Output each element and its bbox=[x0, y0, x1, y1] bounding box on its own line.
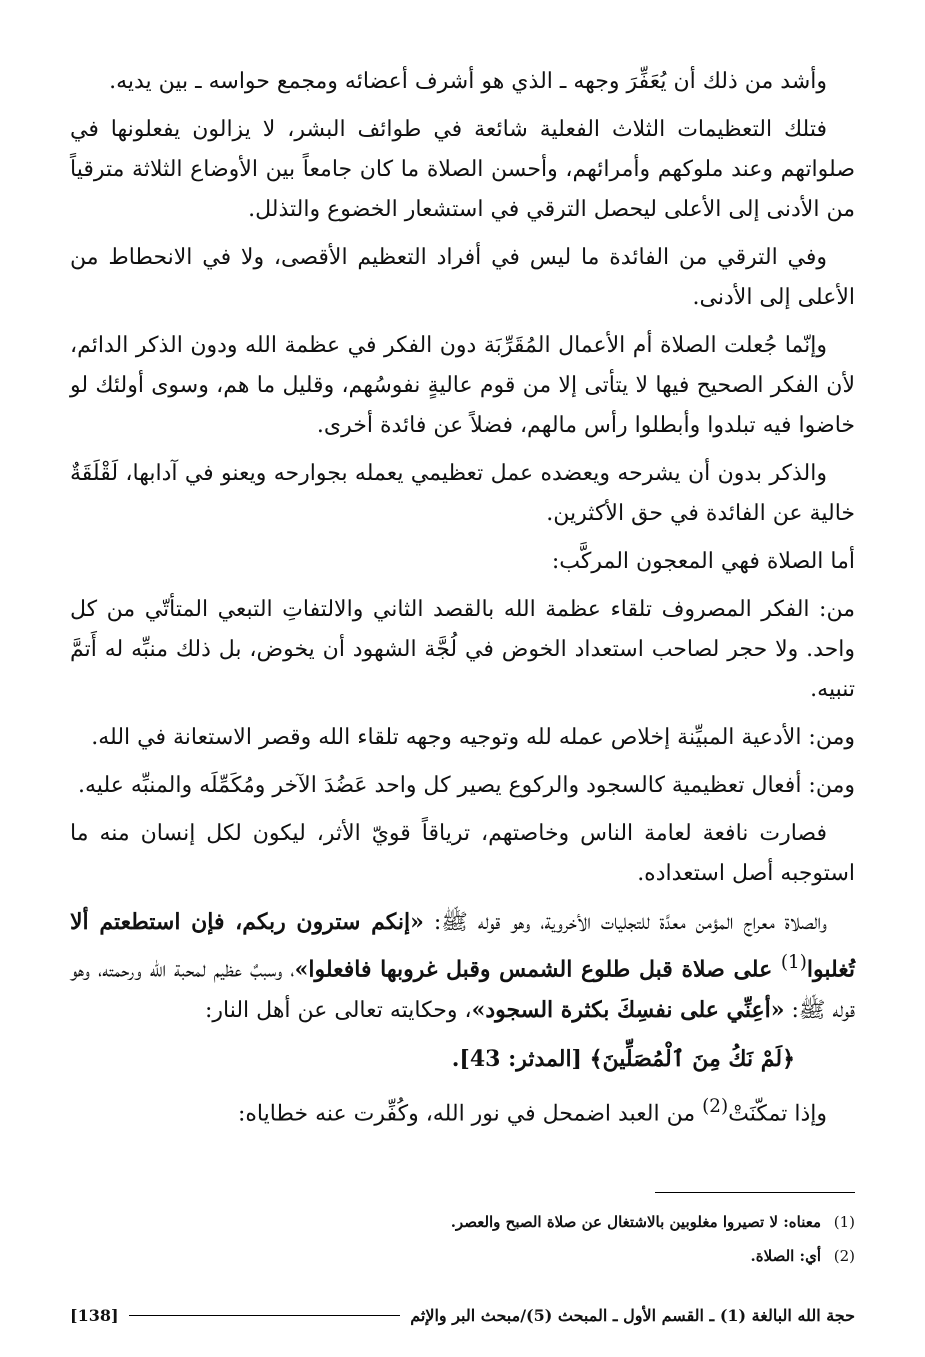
paragraph-8: ومن: الأدعية المبيِّنة إخلاص عمله لله وتوجيه وجهه تلقاء الله وقصر الاستعانة في الله. bbox=[91, 725, 855, 750]
footnotes bbox=[70, 1192, 855, 1273]
footnote-divider bbox=[655, 1192, 855, 1193]
footnote-text: أي: الصلاة. bbox=[750, 1247, 821, 1265]
running-footer bbox=[70, 1306, 855, 1325]
footnote-text: معناه: لا تصيروا مغلوبين بالاشتغال عن صلاة الصبح والعصر. bbox=[450, 1213, 821, 1231]
hadith-quote-1-end: على صلاة قبل طلوع الشمس وقبل غروبها فافعلوا» bbox=[294, 956, 781, 983]
closing-paragraph bbox=[70, 1087, 855, 1134]
paragraph-10: فصارت نافعة لعامة الناس وخاصتهم، ترياقاً قويّ الأثر، ليكون لكل إنسان منه ما استوجبه أصل استعداده. bbox=[70, 821, 855, 886]
paragraph-7: من: الفكر المصروف تلقاء عظمة الله بالقصد الثاني والالتفاتِ التبعي المتأتّي من كل واحد. ولا حجر لصاحب استعداد الخوض في لُجَّة الشهود أن يخوض، بل ذلك منبِّه له أَتمَّ تنبيه. bbox=[70, 597, 855, 702]
paragraph-6: أما الصلاة فهي المعجون المركَّب: bbox=[551, 549, 855, 574]
footnote-1 bbox=[70, 1205, 855, 1239]
hadith-paragraph bbox=[70, 902, 855, 1031]
footnote-2 bbox=[70, 1239, 855, 1273]
hadith-quote-2: «أعِنِّي على نفسِكَ بكثرة السجود» bbox=[471, 997, 785, 1024]
page-number: [138] bbox=[70, 1306, 119, 1325]
hadith-quote-1: «إنكم سترون ربكم، فإن استطعتم ألا تُغلبوا bbox=[70, 909, 855, 983]
closing-text-1: وإذا تمكّنَتْ bbox=[728, 1101, 827, 1127]
book-title: حجة الله البالغة (1) ـ القسم الأول ـ المبحث (5)/مبحث البر والإثم bbox=[410, 1306, 855, 1325]
hadith-text-1: والصلاة معراج المؤمن معدَّة للتجليات الأخروية، وهو قوله ﷺ: bbox=[423, 910, 827, 935]
quran-verse: ﴿لَمْ نَكُ مِنَ ٱلْمُصَلِّينَ﴾ [المدثر: 43]. bbox=[451, 1046, 795, 1073]
footnote-number: (2) bbox=[833, 1247, 855, 1265]
closing-text-2: من العبد اضمحل في نور الله، وكُفِّرت عنه خطاياه: bbox=[237, 1101, 703, 1127]
footnote-number: (1) bbox=[833, 1213, 855, 1231]
paragraph-1: وأشد من ذلك أن يُعَفِّرَ وجهه ـ الذي هو أشرف أعضائه ومجمع حواسه ـ بين يديه. bbox=[109, 69, 827, 94]
footnote-marker-1[interactable]: (1) bbox=[780, 952, 807, 973]
paragraph-2: فتلك التعظيمات الثلاث الفعلية شائعة في طوائف البشر، لا يزالون يفعلونها في صلواتهم وعند ملوكهم وأمرائهم، وأحسن الصلاة ما كان جامعاً بين الأوضاع الثلاثة مترقياً من الأدنى إلى الأعلى ليحصل الترقي في استشعار الخضوع والتذلل. bbox=[70, 117, 855, 222]
paragraph-4: وإنّما جُعلت الصلاة أم الأعمال المُقَرِّبَة دون الفكر في عظمة الله ودون الذكر الدائم، لأن الفكر الصحيح فيها لا يتأتى إلا من قوم عاليةٍ نفوسُهم، وقليل ما هم، وسوى أولئك لو خاضوا فيه تبلدوا وأبطلوا رأس مالهم، فضلاً عن فائدة أخرى. bbox=[70, 333, 855, 438]
paragraph-9: ومن: أفعال تعظيمية كالسجود والركوع يصير كل واحد عَضُدَ الآخر ومُكَمِّلَه والمنبِّه عليه. bbox=[78, 773, 855, 798]
hadith-text-3: ، وحكايته تعالى عن أهل النار: bbox=[204, 998, 472, 1024]
main-text bbox=[70, 62, 855, 1135]
paragraph-5: والذكر بدون أن يشرحه ويعضده عمل تعظيمي يعمله بجوارحه ويعنو في آدابها، لَقْلَقَةٌ خالية عن الفائدة في حق الأكثرين. bbox=[70, 461, 855, 526]
footer-divider bbox=[129, 1315, 401, 1316]
hadith-text-2: ، وسببٌ عظيم لمحبة الله ورحمته، وهو قوله ﷺ: bbox=[70, 957, 855, 1024]
paragraph-3: وفي الترقي من الفائدة ما ليس في أفراد التعظيم الأقصى، ولا في الانحطاط من الأعلى إلى الأدنى. bbox=[70, 245, 855, 310]
footnote-marker-2[interactable]: (2) bbox=[702, 1096, 729, 1118]
